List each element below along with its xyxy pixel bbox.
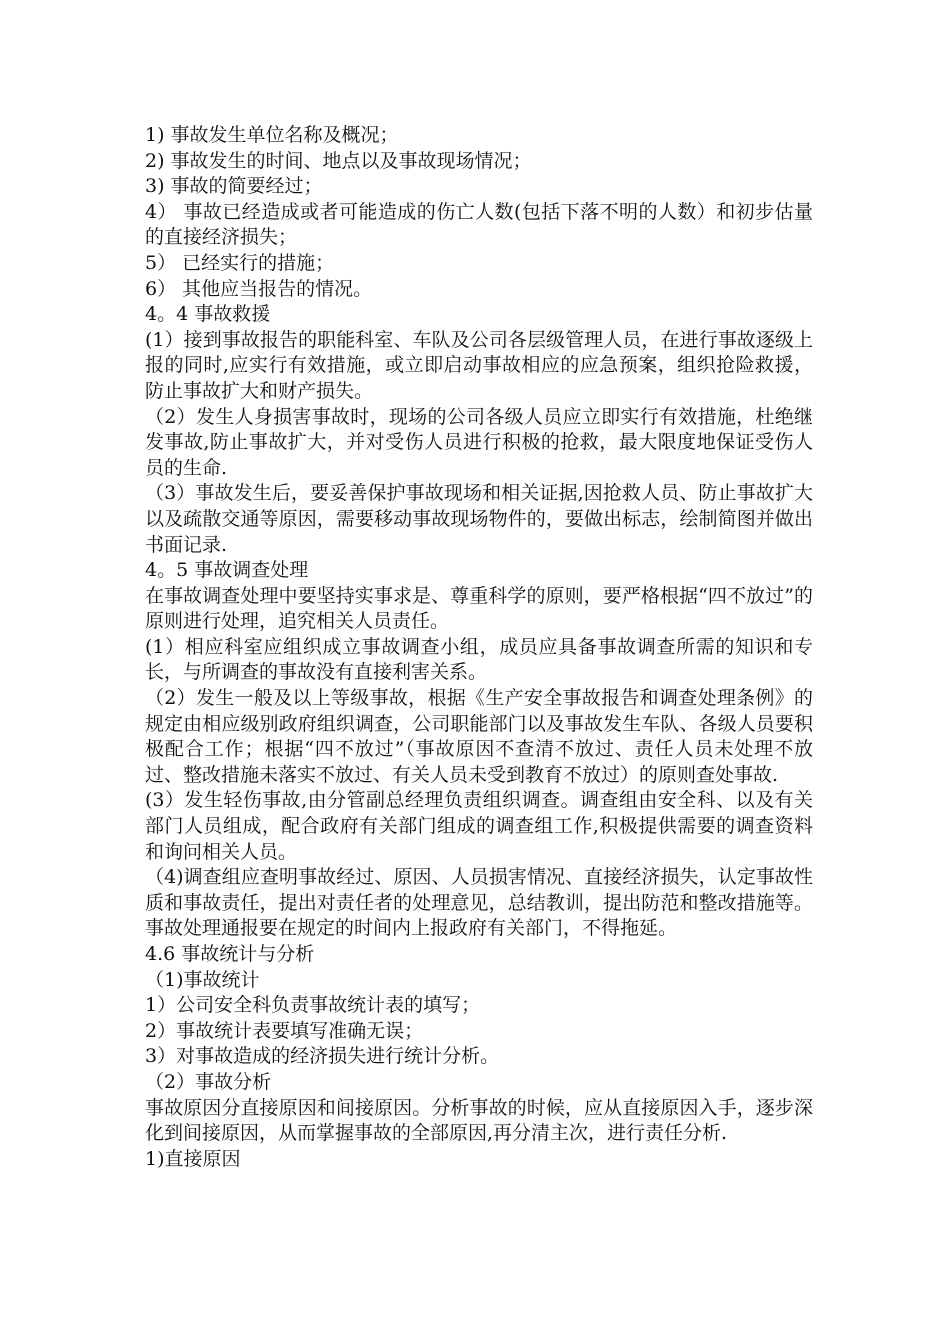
list-item-time-location: 2) 事故发生的时间、地点以及事故现场情况； bbox=[145, 149, 532, 172]
list-item-measures-taken: 5） 已经实行的措施； bbox=[145, 251, 335, 274]
paragraph-rescue-2: （2）发生人身损害事故时，现场的公司各级人员应立即实行有效措施，杜绝继发事故,防止事故扩大，并对受伤人员进行积极的抢救，最大限度地保证受伤人员的生命. bbox=[145, 405, 813, 479]
list-item-brief-process: 3) 事故的简要经过； bbox=[145, 175, 323, 198]
list-item-unit-overview: 1) 事故发生单位名称及概况； bbox=[145, 124, 399, 146]
paragraph-rescue-1: (1）接到事故报告的职能科室、车队及公司各层级管理人员，在进行事故逐级上报的同时,应实行有效措施，或立即启动事故相应的应急预案，组织抢险救援，防止事故扩大和财产损失。 bbox=[145, 328, 813, 402]
list-item-casualties-losses: 4） 事故已经造成或者可能造成的伤亡人数(包括下落不明的人数）和初步估量的直接经济损失； bbox=[145, 200, 813, 249]
paragraph-investigation-4: （4)调查组应查明事故经过、原因、人员损害情况、直接经济损失，认定事故性质和事故责任，提出对责任者的处理意见，总结教训，提出防范和整改措施等。事故处理通报要在规定的时间内上报政府有关部门，不得拖延。 bbox=[145, 866, 813, 940]
paragraph-investigation-intro: 在事故调查处理中要坚持实事求是、尊重科学的原则，要严格根据“四不放过”的原则进行处理，追究相关人员责任。 bbox=[145, 584, 813, 633]
list-item-stat-2: 2）事故统计表要填写准确无误； bbox=[145, 1019, 424, 1042]
section-heading-rescue: 4。4 事故救援 bbox=[145, 303, 271, 326]
list-item-other-info: 6） 其他应当报告的情况。 bbox=[145, 277, 373, 300]
subheading-statistics: （1)事故统计 bbox=[145, 968, 260, 991]
subheading-analysis: （2）事故分析 bbox=[145, 1070, 272, 1093]
paragraph-investigation-2: （2）发生一般及以上等级事故，根据《生产安全事故报告和调查处理条例》的规定由相应级别政府组织调查，公司职能部门以及事故发生车队、各级人员要积极配合工作；根据“四不放过”（事故原因不查清不放过、责任人员未处理不放过、整改措施未落实不放过、有关人员未受到教育不放过）的原则查处事故. bbox=[145, 687, 813, 786]
section-heading-investigation: 4。5 事故调查处理 bbox=[145, 559, 309, 582]
section-heading-statistics: 4.6 事故统计与分析 bbox=[145, 943, 315, 965]
paragraph-analysis: 事故原因分直接原因和间接原因。分析事故的时候，应从直接原因入手，逐步深化到间接原因，从而掌握事故的全部原因,再分清主次，进行责任分析. bbox=[145, 1096, 813, 1145]
paragraph-investigation-1: (1）相应科室应组织成立事故调查小组，成员应具备事故调查所需的知识和专长，与所调查的事故没有直接利害关系。 bbox=[145, 635, 813, 684]
list-item-stat-1: 1）公司安全科负责事故统计表的填写； bbox=[145, 994, 481, 1017]
list-item-direct-cause: 1)直接原因 bbox=[145, 1147, 241, 1170]
paragraph-rescue-3: （3）事故发生后，要妥善保护事故现场和相关证据,因抢救人员、防止事故扩大以及疏散交通等原因，需要移动事故现场物件的，要做出标志，绘制简图并做出书面记录. bbox=[145, 482, 813, 556]
list-item-stat-3: 3）对事故造成的经济损失进行统计分析。 bbox=[145, 1045, 500, 1068]
document-body bbox=[145, 123, 813, 1172]
paragraph-investigation-3: (3）发生轻伤事故,由分管副总经理负责组织调查。调查组由安全科、以及有关部门人员组成，配合政府有关部门组成的调查组工作,积极提供需要的调查资料和询问相关人员。 bbox=[145, 789, 813, 863]
